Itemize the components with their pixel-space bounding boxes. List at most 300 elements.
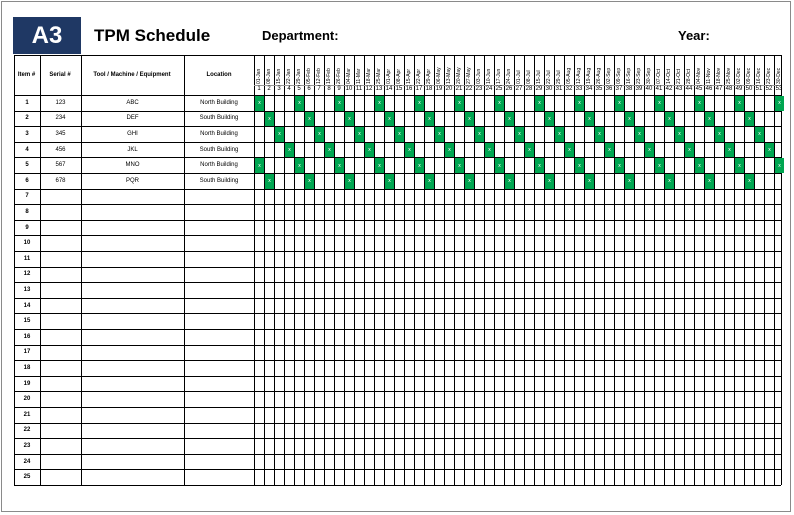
column-header-tool: Tool / Machine / Equipment — [93, 72, 171, 78]
tool-cell[interactable] — [81, 329, 184, 345]
item-number-cell[interactable]: 14 — [23, 302, 31, 309]
tool-cell[interactable] — [81, 345, 184, 361]
serial-cell[interactable] — [40, 454, 81, 470]
week-date-label: 09-Sep — [616, 67, 622, 84]
week-divider — [764, 55, 765, 485]
scheduled-maintenance-mark[interactable]: x — [305, 174, 314, 189]
item-number-cell[interactable]: 23 — [23, 442, 31, 449]
week-number-label: 27 — [515, 86, 523, 92]
tool-cell[interactable] — [81, 391, 184, 407]
week-number-label: 23 — [475, 86, 483, 92]
scheduled-maintenance-mark[interactable]: x — [415, 158, 424, 173]
tool-cell[interactable] — [81, 220, 184, 236]
location-cell[interactable]: North Building — [200, 162, 238, 169]
scheduled-maintenance-mark[interactable]: x — [435, 127, 444, 142]
scheduled-maintenance-mark[interactable]: x — [345, 112, 354, 127]
week-date-label: 26-Aug — [596, 67, 602, 84]
week-date-label: 16-Dec — [756, 67, 762, 84]
scheduled-maintenance-mark[interactable]: x — [575, 96, 584, 111]
serial-cell[interactable] — [40, 423, 81, 439]
location-cell[interactable] — [184, 376, 254, 392]
week-number-label: 36 — [605, 86, 613, 92]
week-divider — [604, 55, 605, 485]
week-divider — [314, 55, 315, 485]
column-header-serial: Serial # — [49, 72, 71, 78]
scheduled-maintenance-mark[interactable]: x — [505, 174, 514, 189]
week-number-label: 17 — [415, 86, 423, 92]
serial-cell[interactable] — [40, 251, 81, 267]
location-cell[interactable]: North Building — [200, 99, 238, 106]
location-cell[interactable] — [184, 235, 254, 251]
scheduled-maintenance-mark[interactable]: x — [545, 174, 554, 189]
scheduled-maintenance-mark[interactable]: x — [415, 96, 424, 111]
serial-cell[interactable] — [40, 189, 81, 205]
tool-cell[interactable] — [81, 251, 184, 267]
item-number-cell[interactable]: 12 — [23, 271, 31, 278]
scheduled-maintenance-mark[interactable]: x — [495, 158, 504, 173]
scheduled-maintenance-mark[interactable]: x — [555, 127, 564, 142]
scheduled-maintenance-mark[interactable]: x — [255, 96, 264, 111]
week-divider — [674, 55, 675, 485]
location-cell[interactable] — [184, 407, 254, 423]
week-divider — [734, 55, 735, 485]
location-cell[interactable] — [184, 282, 254, 298]
week-date-label: 20-May — [456, 67, 462, 84]
item-number-cell[interactable]: 18 — [23, 364, 31, 371]
week-number-label: 44 — [685, 86, 693, 92]
scheduled-maintenance-mark[interactable]: x — [465, 174, 474, 189]
location-cell[interactable]: South Building — [199, 146, 239, 153]
week-number-label: 47 — [715, 86, 723, 92]
tool-cell[interactable] — [81, 298, 184, 314]
tool-cell[interactable] — [81, 360, 184, 376]
item-number-cell[interactable]: 1 — [25, 99, 29, 106]
week-number-label: 41 — [655, 86, 663, 92]
week-date-label: 29-Jul — [556, 70, 562, 84]
serial-cell[interactable] — [40, 407, 81, 423]
location-cell[interactable] — [184, 391, 254, 407]
location-cell[interactable] — [184, 313, 254, 329]
week-number-label: 45 — [695, 86, 703, 92]
scheduled-maintenance-mark[interactable]: x — [715, 127, 724, 142]
week-divider — [444, 55, 445, 485]
week-date-label: 15-Jan — [276, 68, 282, 84]
week-date-label: 05-Feb — [306, 68, 312, 84]
week-number-label: 32 — [565, 86, 573, 92]
week-date-label: 25-Mar — [376, 68, 382, 84]
scheduled-maintenance-mark[interactable]: x — [305, 112, 314, 127]
serial-cell[interactable] — [40, 360, 81, 376]
item-number-cell[interactable]: 5 — [25, 162, 29, 169]
tool-cell[interactable] — [81, 189, 184, 205]
scheduled-maintenance-mark[interactable]: x — [485, 143, 494, 158]
tool-cell[interactable] — [81, 313, 184, 329]
serial-cell[interactable] — [40, 220, 81, 236]
serial-cell[interactable] — [40, 235, 81, 251]
scheduled-maintenance-mark[interactable]: x — [585, 174, 594, 189]
serial-cell[interactable] — [40, 282, 81, 298]
week-divider — [724, 55, 725, 485]
week-number-label: 30 — [545, 86, 553, 92]
week-number-label: 37 — [615, 86, 623, 92]
week-divider — [324, 55, 325, 485]
scheduled-maintenance-mark[interactable]: x — [295, 96, 304, 111]
week-number-label: 33 — [575, 86, 583, 92]
scheduled-maintenance-mark[interactable]: x — [255, 158, 264, 173]
location-cell[interactable] — [184, 329, 254, 345]
week-divider — [364, 55, 365, 485]
week-divider — [404, 55, 405, 485]
scheduled-maintenance-mark[interactable]: x — [445, 143, 454, 158]
week-number-label: 15 — [395, 86, 403, 92]
serial-cell[interactable]: 567 — [55, 162, 66, 169]
scheduled-maintenance-mark[interactable]: x — [425, 112, 434, 127]
item-number-cell[interactable]: 11 — [23, 255, 31, 262]
scheduled-maintenance-mark[interactable]: x — [455, 96, 464, 111]
serial-cell[interactable] — [40, 313, 81, 329]
week-number-label: 40 — [645, 86, 653, 92]
week-divider — [684, 55, 685, 485]
tool-cell[interactable] — [81, 204, 184, 220]
week-date-label: 30-Dec — [776, 67, 782, 84]
week-date-label: 08-Jul — [526, 70, 532, 84]
tool-cell[interactable] — [81, 438, 184, 454]
week-date-label: 14-Oct — [666, 68, 672, 84]
week-divider — [334, 55, 335, 485]
item-number-cell[interactable]: 17 — [23, 349, 31, 356]
location-cell[interactable]: North Building — [200, 130, 238, 137]
scheduled-maintenance-mark[interactable]: x — [455, 158, 464, 173]
scheduled-maintenance-mark[interactable]: x — [645, 143, 654, 158]
week-divider — [534, 55, 535, 485]
week-divider — [354, 55, 355, 485]
scheduled-maintenance-mark[interactable]: x — [325, 143, 334, 158]
scheduled-maintenance-mark[interactable]: x — [615, 96, 624, 111]
week-date-label: 21-Oct — [676, 68, 682, 84]
week-divider — [714, 55, 715, 485]
location-cell[interactable] — [184, 204, 254, 220]
scheduled-maintenance-mark[interactable]: x — [345, 174, 354, 189]
serial-cell[interactable]: 345 — [55, 130, 66, 137]
location-cell[interactable] — [184, 251, 254, 267]
scheduled-maintenance-mark[interactable]: x — [355, 127, 364, 142]
scheduled-maintenance-mark[interactable]: x — [515, 127, 524, 142]
serial-cell[interactable] — [40, 329, 81, 345]
week-divider — [414, 55, 415, 485]
location-cell[interactable] — [184, 438, 254, 454]
week-number-label: 53 — [775, 86, 783, 92]
tool-cell[interactable] — [81, 469, 184, 485]
scheduled-maintenance-mark[interactable]: x — [405, 143, 414, 158]
item-number-cell[interactable]: 25 — [23, 474, 31, 481]
serial-cell[interactable] — [40, 376, 81, 392]
scheduled-maintenance-mark[interactable]: x — [335, 158, 344, 173]
week-divider — [594, 55, 595, 485]
week-number-label: 5 — [297, 86, 301, 92]
tool-cell[interactable] — [81, 267, 184, 283]
scheduled-maintenance-mark[interactable]: x — [285, 143, 294, 158]
serial-cell[interactable] — [40, 438, 81, 454]
scheduled-maintenance-mark[interactable]: x — [685, 143, 694, 158]
scheduled-maintenance-mark[interactable]: x — [375, 158, 384, 173]
week-date-label: 22-Jan — [286, 68, 292, 84]
scheduled-maintenance-mark[interactable]: x — [525, 143, 534, 158]
tool-cell[interactable] — [81, 282, 184, 298]
week-number-label: 16 — [405, 86, 413, 92]
item-number-cell[interactable]: 7 — [25, 193, 29, 200]
scheduled-maintenance-mark[interactable]: x — [495, 96, 504, 111]
item-number-cell[interactable]: 2 — [25, 115, 29, 122]
scheduled-maintenance-mark[interactable]: x — [735, 158, 744, 173]
scheduled-maintenance-mark[interactable]: x — [385, 112, 394, 127]
week-number-label: 51 — [755, 86, 763, 92]
serial-cell[interactable]: 456 — [55, 146, 66, 153]
item-number-cell[interactable]: 24 — [23, 458, 31, 465]
scheduled-maintenance-mark[interactable]: x — [665, 112, 674, 127]
scheduled-maintenance-mark[interactable]: x — [425, 174, 434, 189]
location-cell[interactable] — [184, 423, 254, 439]
week-date-label: 13-May — [446, 67, 452, 84]
week-number-label: 48 — [725, 86, 733, 92]
week-number-label: 50 — [745, 86, 753, 92]
scheduled-maintenance-mark[interactable]: x — [375, 96, 384, 111]
week-number-label: 9 — [337, 86, 341, 92]
week-divider — [634, 55, 635, 485]
week-date-label: 30-Sep — [646, 67, 652, 84]
week-date-label: 07-Oct — [656, 68, 662, 84]
week-number-label: 8 — [327, 86, 331, 92]
week-number-label: 49 — [735, 86, 743, 92]
week-divider — [284, 55, 285, 485]
location-cell[interactable] — [184, 345, 254, 361]
week-date-label: 12-Feb — [316, 68, 322, 84]
row-divider — [14, 485, 781, 486]
scheduled-maintenance-mark[interactable]: x — [565, 143, 574, 158]
week-number-label: 3 — [277, 86, 281, 92]
week-number-label: 6 — [307, 86, 311, 92]
scheduled-maintenance-mark[interactable]: x — [625, 174, 634, 189]
tool-cell[interactable]: GHI — [127, 130, 138, 137]
tool-cell[interactable]: DEF — [126, 115, 139, 122]
serial-cell[interactable] — [40, 391, 81, 407]
year-label[interactable]: Year: — [678, 28, 710, 43]
item-number-cell[interactable]: 13 — [23, 286, 31, 293]
item-number-cell[interactable]: 3 — [25, 130, 29, 137]
week-date-label: 29-Apr — [426, 68, 432, 84]
scheduled-maintenance-mark[interactable]: x — [265, 112, 274, 127]
week-number-label: 19 — [435, 86, 443, 92]
item-number-cell[interactable]: 4 — [25, 146, 29, 153]
week-date-label: 12-Aug — [576, 67, 582, 84]
week-date-label: 02-Dec — [736, 67, 742, 84]
week-date-label: 18-Nov — [716, 67, 722, 84]
scheduled-maintenance-mark[interactable]: x — [695, 158, 704, 173]
scheduled-maintenance-mark[interactable]: x — [315, 127, 324, 142]
serial-cell[interactable] — [40, 469, 81, 485]
item-number-cell[interactable]: 19 — [23, 380, 31, 387]
item-number-cell[interactable]: 6 — [25, 177, 29, 184]
location-cell[interactable]: South Building — [199, 115, 239, 122]
scheduled-maintenance-mark[interactable]: x — [765, 143, 774, 158]
scheduled-maintenance-mark[interactable]: x — [705, 174, 714, 189]
week-date-label: 08-Apr — [396, 68, 402, 84]
week-number-label: 26 — [505, 86, 513, 92]
week-divider — [294, 55, 295, 485]
serial-cell[interactable]: 678 — [55, 177, 66, 184]
column-header-item: Item # — [17, 72, 36, 78]
scheduled-maintenance-mark[interactable]: x — [335, 96, 344, 111]
scheduled-maintenance-mark[interactable]: x — [775, 96, 784, 111]
tool-cell[interactable] — [81, 423, 184, 439]
tool-cell[interactable]: PQR — [125, 177, 139, 184]
scheduled-maintenance-mark[interactable]: x — [675, 127, 684, 142]
week-divider — [374, 55, 375, 485]
week-date-label: 25-Nov — [726, 67, 732, 84]
week-date-label: 03-Jun — [476, 68, 482, 84]
week-date-label: 08-Jan — [266, 68, 272, 84]
week-number-label: 10 — [345, 86, 353, 92]
scheduled-maintenance-mark[interactable]: x — [465, 112, 474, 127]
serial-cell[interactable] — [40, 298, 81, 314]
scheduled-maintenance-mark[interactable]: x — [615, 158, 624, 173]
week-divider — [654, 55, 655, 485]
week-number-label: 38 — [625, 86, 633, 92]
scheduled-maintenance-mark[interactable]: x — [745, 174, 754, 189]
week-date-label: 16-Sep — [626, 67, 632, 84]
week-divider — [274, 55, 275, 485]
location-cell[interactable] — [184, 267, 254, 283]
week-number-label: 20 — [445, 86, 453, 92]
item-number-cell[interactable]: 9 — [25, 224, 29, 231]
scheduled-maintenance-mark[interactable]: x — [365, 143, 374, 158]
scheduled-maintenance-mark[interactable]: x — [725, 143, 734, 158]
scheduled-maintenance-mark[interactable]: x — [625, 112, 634, 127]
tool-cell[interactable]: MNO — [125, 162, 140, 169]
item-number-cell[interactable]: 10 — [23, 240, 31, 247]
week-divider — [774, 55, 775, 485]
week-date-label: 04-Mar — [346, 68, 352, 84]
location-cell[interactable] — [184, 189, 254, 205]
week-date-label: 23-Sep — [636, 67, 642, 84]
scheduled-maintenance-mark[interactable]: x — [385, 174, 394, 189]
week-date-label: 26-Feb — [336, 68, 342, 84]
scheduled-maintenance-mark[interactable]: x — [585, 112, 594, 127]
page-title: TPM Schedule — [94, 26, 211, 45]
serial-cell[interactable]: 123 — [55, 99, 66, 106]
scheduled-maintenance-mark[interactable]: x — [535, 96, 544, 111]
serial-cell[interactable] — [40, 267, 81, 283]
tool-cell[interactable] — [81, 376, 184, 392]
scheduled-maintenance-mark[interactable]: x — [735, 96, 744, 111]
week-date-label: 28-Oct — [686, 68, 692, 84]
week-number-label: 43 — [675, 86, 683, 92]
week-number-label: 31 — [555, 86, 563, 92]
item-number-cell[interactable]: 21 — [23, 411, 31, 418]
week-divider — [644, 55, 645, 485]
scheduled-maintenance-mark[interactable]: x — [545, 112, 554, 127]
week-number-label: 13 — [375, 86, 383, 92]
column-divider — [781, 55, 782, 485]
scheduled-maintenance-mark[interactable]: x — [295, 158, 304, 173]
scheduled-maintenance-mark[interactable]: x — [265, 174, 274, 189]
week-divider — [434, 55, 435, 485]
week-number-label: 24 — [485, 86, 493, 92]
scheduled-maintenance-mark[interactable]: x — [635, 127, 644, 142]
week-number-label: 25 — [495, 86, 503, 92]
item-number-cell[interactable]: 22 — [23, 427, 31, 434]
scheduled-maintenance-mark[interactable]: x — [275, 127, 284, 142]
scheduled-maintenance-mark[interactable]: x — [395, 127, 404, 142]
scheduled-maintenance-mark[interactable]: x — [655, 96, 664, 111]
tool-cell[interactable]: JKL — [127, 146, 138, 153]
week-date-label: 23-Dec — [766, 67, 772, 84]
location-cell[interactable]: South Building — [199, 177, 239, 184]
scheduled-maintenance-mark[interactable]: x — [775, 158, 784, 173]
item-number-cell[interactable]: 20 — [23, 396, 31, 403]
location-cell[interactable] — [184, 298, 254, 314]
week-date-label: 01-Jan — [256, 68, 262, 84]
week-date-label: 01-Jul — [516, 70, 522, 84]
item-number-cell[interactable]: 15 — [23, 318, 31, 325]
tool-cell[interactable] — [81, 235, 184, 251]
week-number-label: 4 — [287, 86, 291, 92]
item-number-cell[interactable]: 8 — [25, 208, 29, 215]
week-date-label: 09-Dec — [746, 67, 752, 84]
scheduled-maintenance-mark[interactable]: x — [595, 127, 604, 142]
scheduled-maintenance-mark[interactable]: x — [575, 158, 584, 173]
item-number-cell[interactable]: 16 — [23, 333, 31, 340]
week-date-label: 04-Nov — [696, 67, 702, 84]
scheduled-maintenance-mark[interactable]: x — [705, 112, 714, 127]
scheduled-maintenance-mark[interactable]: x — [755, 127, 764, 142]
week-date-label: 11-Mar — [356, 68, 362, 84]
week-date-label: 15-Jul — [536, 70, 542, 84]
tool-cell[interactable] — [81, 454, 184, 470]
scheduled-maintenance-mark[interactable]: x — [745, 112, 754, 127]
location-cell[interactable] — [184, 360, 254, 376]
scheduled-maintenance-mark[interactable]: x — [605, 143, 614, 158]
tool-cell[interactable] — [81, 407, 184, 423]
scheduled-maintenance-mark[interactable]: x — [695, 96, 704, 111]
scheduled-maintenance-mark[interactable]: x — [475, 127, 484, 142]
serial-cell[interactable] — [40, 345, 81, 361]
scheduled-maintenance-mark[interactable]: x — [505, 112, 514, 127]
department-label[interactable]: Department: — [262, 28, 339, 43]
week-number-label: 35 — [595, 86, 603, 92]
week-number-label: 28 — [525, 86, 533, 92]
week-date-label: 06-May — [436, 67, 442, 84]
week-date-label: 10-Jun — [486, 68, 492, 84]
week-divider — [554, 55, 555, 485]
week-number-label: 29 — [535, 86, 543, 92]
scheduled-maintenance-mark[interactable]: x — [655, 158, 664, 173]
week-divider — [454, 55, 455, 485]
table-top-border — [14, 55, 781, 56]
week-number-label: 21 — [455, 86, 463, 92]
scheduled-maintenance-mark[interactable]: x — [535, 158, 544, 173]
scheduled-maintenance-mark[interactable]: x — [665, 174, 674, 189]
week-number-label: 11 — [355, 86, 363, 92]
location-cell[interactable] — [184, 454, 254, 470]
location-cell[interactable] — [184, 469, 254, 485]
week-number-label: 14 — [385, 86, 393, 92]
serial-cell[interactable]: 234 — [55, 115, 66, 122]
serial-cell[interactable] — [40, 204, 81, 220]
week-date-label: 02-Sep — [606, 67, 612, 84]
tool-cell[interactable]: ABC — [126, 99, 139, 106]
location-cell[interactable] — [184, 220, 254, 236]
week-date-label: 22-Jul — [546, 70, 552, 84]
